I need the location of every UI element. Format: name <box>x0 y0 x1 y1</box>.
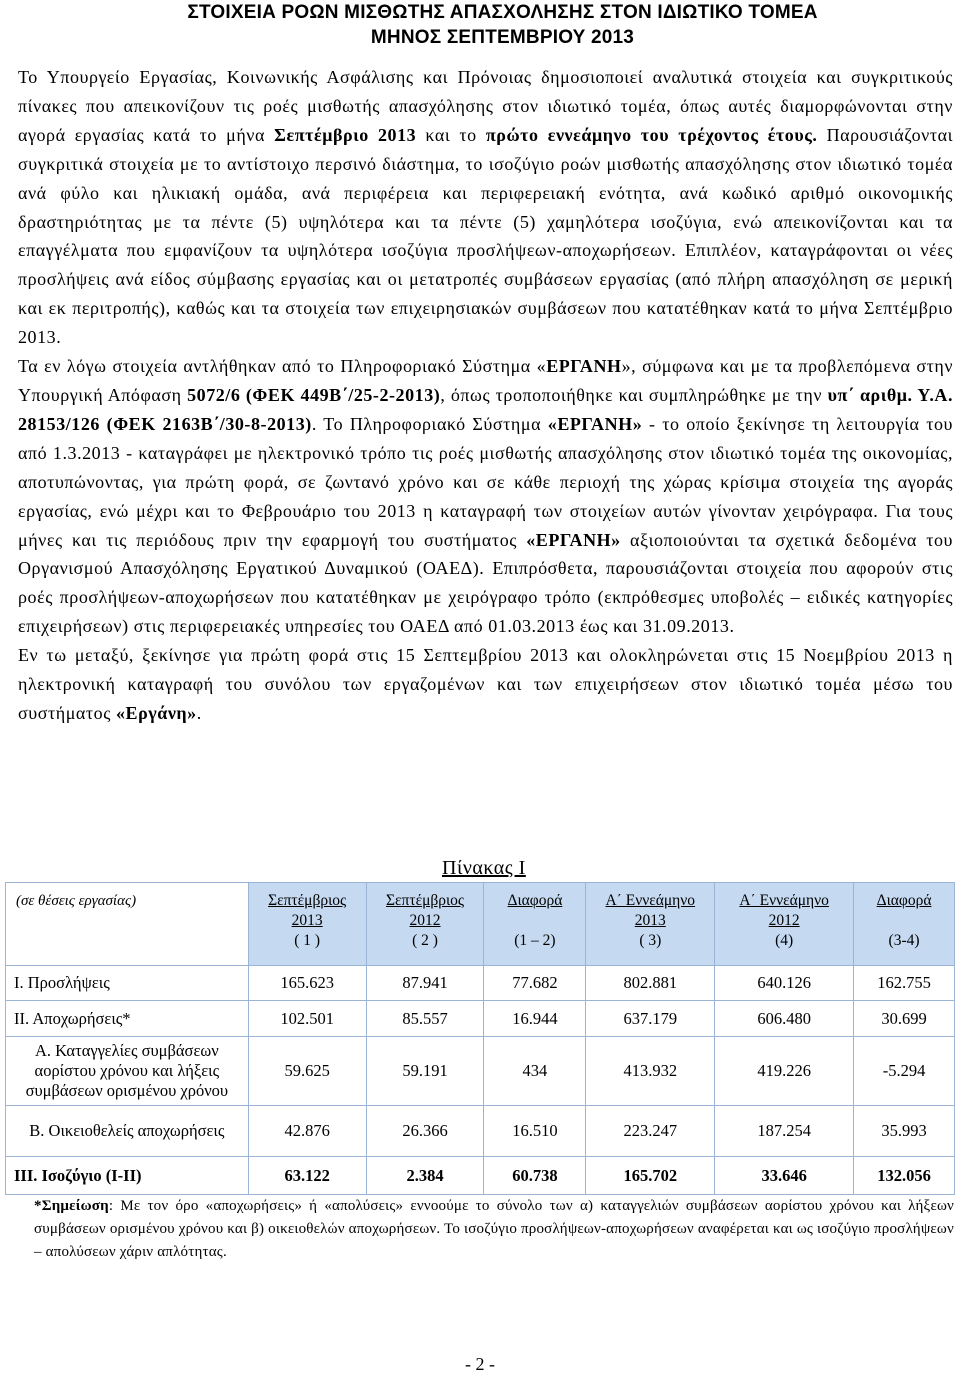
table-row <box>6 966 955 1001</box>
body-text <box>18 63 953 728</box>
text-run: Τα εν λόγω στοιχεία αντλήθηκαν από το Πληροφοριακό Σύστημα « <box>18 356 547 377</box>
table-cell: 87.941 <box>366 966 484 1001</box>
table-row <box>6 1106 955 1157</box>
bold-run: 5072/6 (ΦΕΚ 449Β΄/25-2-2013) <box>187 384 441 405</box>
table-cell: 419.226 <box>715 1037 854 1106</box>
paragraph-source <box>18 352 953 641</box>
column-header <box>366 883 484 966</box>
column-header-index: (4) <box>775 932 794 949</box>
column-header-title: Α΄ Εννεάμηνο <box>605 892 696 909</box>
bold-run: υπ΄ αριθμ. Υ.Α. 28153/126 (ΦΕΚ 2163Β΄/30-8-2013) <box>18 384 953 434</box>
column-header-index: (3-4) <box>888 932 920 949</box>
table-cell: 162.755 <box>854 966 955 1001</box>
row-label: Ι. Προσλήψεις <box>6 966 249 1001</box>
row-label: Α. Καταγγελίες συμβάσεων αορίστου χρόνου και λήξεις συμβάσεων ορισμένου χρόνου <box>6 1037 249 1106</box>
bold-run: «ΕΡΓΑΝΗ» <box>547 413 643 434</box>
footnote-text: : Με τον όρο «αποχωρήσεις» ή «απολύσεις» εννοούμε το σύνολο των α) καταγγελιών συμβάσεων αορίστου χρόνου και λήξεων συμβάσεων ορισμένου χρόνου και β) οικειοθελών αποχωρήσεων. Το ισοζύγιο προσλήψεων-αποχωρήσεων αναφέρεται και ως ισοζύγιο προσλήψεων – απολύσεων χάριν απλότητας. <box>34 1198 954 1260</box>
table-cell: 102.501 <box>248 1001 366 1037</box>
footnote <box>34 1195 954 1264</box>
table-header-row <box>6 883 955 966</box>
column-header-title: Σεπτέμβριος <box>385 892 465 909</box>
table-cell: 413.932 <box>586 1037 715 1106</box>
column-header <box>854 883 955 966</box>
column-header-index: (1 – 2) <box>514 932 556 949</box>
table-row <box>6 1001 955 1037</box>
column-header-title: Α΄ Εννεάμηνο <box>739 892 829 909</box>
column-header <box>586 883 715 966</box>
column-header-index: ( 3) <box>639 932 662 949</box>
table-cell: 2.384 <box>366 1157 484 1195</box>
text-run: Εν τω μεταξύ, ξεκίνησε για πρώτη φορά στις 15 Σεπτεμβρίου 2013 και ολοκληρώνεται στις 15 Νοεμβρίου 2013 η ηλεκτρονική καταγραφή του συνόλου των εργαζομένων και των επιχειρήσεων στον ιδιωτικό τομέα μέσω του συστήματος <box>18 645 953 723</box>
column-header-year: 2012 <box>409 912 441 929</box>
table-row <box>6 1037 955 1106</box>
row-label: ΙΙΙ. Ισοζύγιο (Ι-ΙΙ) <box>6 1157 249 1195</box>
table-row-total <box>6 1157 955 1195</box>
row-label: ΙΙ. Αποχωρήσεις* <box>6 1001 249 1037</box>
text-run: , όπως τροποποιήθηκε και συμπληρώθηκε με την <box>440 384 828 405</box>
table-cell: 802.881 <box>586 966 715 1001</box>
footnote-label: *Σημείωση <box>34 1198 109 1214</box>
table-cell: 187.254 <box>715 1106 854 1157</box>
table-cell: 42.876 <box>248 1106 366 1157</box>
text-run: . Το Πληροφοριακό Σύστημα <box>311 413 548 434</box>
bold-run: Σεπτέμβριο 2013 <box>274 124 417 145</box>
table-cell: 35.993 <box>854 1106 955 1157</box>
bold-run: «ΕΡΓΑΝΗ» <box>526 529 621 550</box>
table-cell: 637.179 <box>586 1001 715 1037</box>
table-cell: 63.122 <box>248 1157 366 1195</box>
table-cell: 16.944 <box>484 1001 586 1037</box>
table-cell: 434 <box>484 1037 586 1106</box>
table-cell: 77.682 <box>484 966 586 1001</box>
text-run: και το <box>416 124 486 145</box>
row-label: Β. Οικειοθελείς αποχωρήσεις <box>6 1106 249 1157</box>
text-run: . <box>196 702 202 723</box>
paragraph-intro <box>18 63 953 352</box>
table-cell: 59.191 <box>366 1037 484 1106</box>
document-subtitle: ΜΗΝΟΣ ΣΕΠΤΕΜΒΡΙΟΥ 2013 <box>370 27 635 48</box>
column-header <box>248 883 366 966</box>
unit-note: (σε θέσεις εργασίας) <box>6 883 249 966</box>
table-title: Πίνακας Ι <box>442 857 526 879</box>
table-cell: 640.126 <box>715 966 854 1001</box>
bold-run: ΕΡΓΑΝΗ <box>546 356 622 377</box>
table-cell: 223.247 <box>586 1106 715 1157</box>
bold-run: πρώτο εννεάμηνο του τρέχοντος έτους. <box>485 124 818 145</box>
column-header-year: 2013 <box>291 912 323 929</box>
table-cell: 59.625 <box>248 1037 366 1106</box>
text-run: Το Υπουργείο Εργασίας, Κοινωνικής Ασφάλισης και Πρόνοιας δημοσιοποιεί αναλυτικά στοιχεία και συγκριτικούς πίνακες που απεικονίζουν τις ροές μισθωτής απασχόλησης στον ιδιωτικό τομέα, όπως αυτές διαμορφώνονται στην αγορά εργασίας κατά το μήνα <box>18 67 953 145</box>
table-cell: 165.623 <box>248 966 366 1001</box>
document-title: ΣΤΟΙΧΕΙΑ ΡΟΩΝ ΜΙΣΘΩΤΗΣ ΑΠΑΣΧΟΛΗΣΗΣ ΣΤΟΝ ΙΔΙΩΤΙΚΟ ΤΟΜΕΑ <box>187 2 818 23</box>
table-cell: -5.294 <box>854 1037 955 1106</box>
text-run: Παρουσιάζονται συγκριτικά στοιχεία με το αντίστοιχο περσινό διάστημα, το ισοζύγιο ροών μισθωτής απασχόλησης στον ιδιωτικό τομέα ανά φύλο και ηλικιακή ομάδα, ανά περιφέρεια και περιφερειακή ενότητα, ανά κωδικό αριθμό οικονομικής δραστηριότητας με τα πέντε (5) υψηλότερα και τα πέντε (5) χαμηλότερα ισοζύγια, ενώ απεικονίζονται και τα επαγγέλματα που εμφανίζουν τα υψηλότερα ισοζύγια προσλήψεων-αποχωρήσεων. Επιπλέον, καταγράφονται οι νέες προσλήψεις ανά είδος σύμβασης εργασίας και οι μετατροπές συμβάσεων εργασίας (από πλήρη απασχόληση σε μερική και εκ περιτροπής), καθώς και τα στοιχεία των επιχειρησιακών συμβάσεων που κατατέθηκαν κατά το μήνα Σεπτέμβριο 2013. <box>18 124 954 348</box>
paragraph-registration <box>18 641 953 728</box>
table-cell: 132.056 <box>854 1157 955 1195</box>
column-header-year: 2012 <box>768 912 800 929</box>
column-header <box>484 883 586 966</box>
column-header-year: 2013 <box>634 912 666 929</box>
table-cell: 85.557 <box>366 1001 484 1037</box>
text-run: », σύμφωνα και με τα προβλεπόμενα στην Υπουργική Απόφαση <box>18 356 954 405</box>
bold-run: «Εργάνη» <box>115 702 197 723</box>
column-header-index: ( 1 ) <box>294 932 321 949</box>
table-cell: 30.699 <box>854 1001 955 1037</box>
table-cell: 60.738 <box>484 1157 586 1195</box>
table-cell: 33.646 <box>715 1157 854 1195</box>
table-cell: 606.480 <box>715 1001 854 1037</box>
column-header-title: Διαφορά <box>876 892 932 909</box>
data-table <box>5 882 955 1195</box>
column-header-index: ( 2 ) <box>412 932 438 949</box>
table-cell: 165.702 <box>586 1157 715 1195</box>
column-header-title: Διαφορά <box>507 892 563 909</box>
column-header <box>715 883 854 966</box>
table-cell: 16.510 <box>484 1106 586 1157</box>
text-run: - το οποίο ξεκίνησε τη λειτουργία του από 1.3.2013 - καταγράφει με ηλεκτρονικό τρόπο τις ροές μισθωτής απασχόλησης στον ιδιωτικό τομέα της οικονομίας, αποτυπώνοντας, για πρώτη φορά, σε ζωντανό χρόνο και σε κάθε περιοχή της χώρας κρίσιμα στοιχεία της αγοράς εργασίας, ενώ μέχρι και το Φεβρουάριο του 2013 η καταγραφή των στοιχείων αυτών γίνονταν χειρόγραφα. Για τους μήνες και τις περιόδους πριν την εφαρμογή του συστήματος <box>18 413 953 550</box>
table-cell: 26.366 <box>366 1106 484 1157</box>
text-run: αξιοποιούνται τα σχετικά δεδομένα του Οργανισμού Απασχόλησης Εργατικού Δυναμικού (ΟΑΕΔ). Επιπρόσθετα, παρουσιάζονται στοιχεία που αφορούν στις ροές προσλήψεων-αποχωρήσεων που κατατέθηκαν με χειρόγραφο τρόπο (εκπρόθεσμες υποβολές – ειδικές κατηγορίες επιχειρήσεων) στις περιφερειακές υπηρεσίες του ΟΑΕΔ από 01.03.2013 έως και 31.09.2013. <box>18 529 954 637</box>
page-number: - 2 - <box>465 1354 495 1374</box>
column-header-title: Σεπτέμβριος <box>268 892 347 909</box>
